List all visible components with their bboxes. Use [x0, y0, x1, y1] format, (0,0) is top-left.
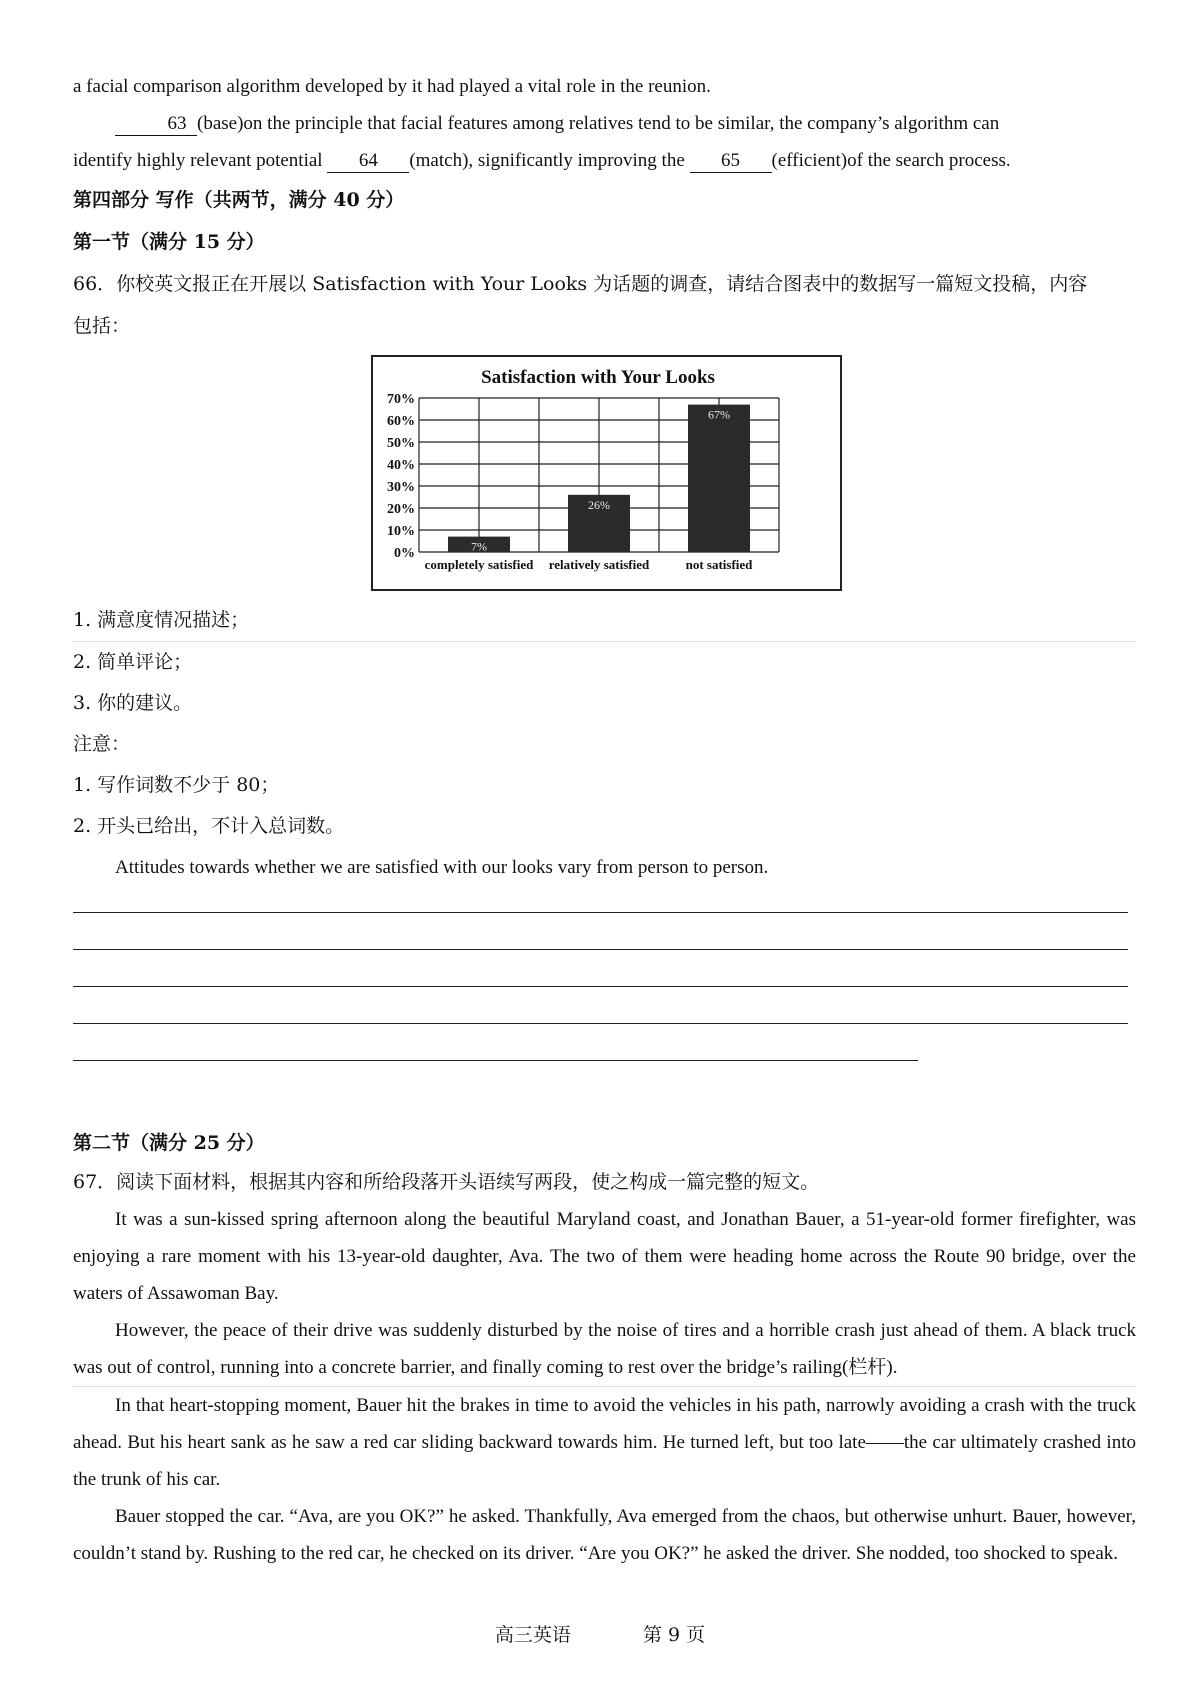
writing-line[interactable] [73, 912, 1128, 913]
x-tick-label: not satisfied [685, 557, 753, 572]
story-paragraph: Bauer stopped the car. “Ava, are you OK?” he asked. Thankfully, Ava emerged from the chaos, but otherwise unhurt. Bauer, however, couldn’t stand by. Rushing to the red car, he checked on its driver. “Are you OK?” he asked the driver. She nodded, too shocked to speak. [73, 1506, 1136, 1564]
story-paragraph: It was a sun-kissed spring afternoon along the beautiful Maryland coast, and Jonathan Bauer, a 51-year-old former firefighter, was enjoying a rare moment with his 13-year-old daughter, Ava. The two of them were heading home across the Route 90 bridge, over the waters of Assawoman Bay. [73, 1209, 1136, 1304]
note-1: 1. 写作词数不少于 80； [73, 774, 280, 796]
text-line: a facial comparison algorithm developed by it had played a vital role in the reunion. [73, 76, 711, 97]
y-tick-label: 60% [387, 414, 415, 429]
bar [688, 405, 750, 552]
blank-63-line [73, 105, 1136, 142]
given-start: Attitudes towards whether we are satisfied with our looks vary from person to person. [115, 857, 769, 878]
y-tick-label: 0% [394, 546, 415, 561]
blank-64[interactable]: 64 [327, 150, 409, 173]
story-paragraph: In that heart-stopping moment, Bauer hit the brakes in time to avoid the vehicles in his path, narrowly avoiding a crash with the truck ahead. But his heart sank as he saw a red car sliding backward towards him. He turned left, but too late——the car ultimately crashed into the trunk of his car. [73, 1395, 1136, 1490]
question-67: 67．阅读下面材料，根据其内容和所给段落开头语续写两段，使之构成一篇完整的短文。 [73, 1171, 820, 1193]
note-2: 2. 开头已给出，不计入总词数。 [73, 815, 345, 837]
text-line: (base)on the principle that facial features among relatives tend to be similar, the company’s algorithm can [197, 113, 1000, 134]
question-66: 66．你校英文报正在开展以 Satisfaction with Your Looks 为话题的调查，请结合图表中的数据写一篇短文投稿，内容 [73, 273, 1088, 295]
section-1-heading: 第一节（满分 15 分） [73, 231, 265, 253]
x-tick-label: completely satisfied [424, 557, 534, 572]
text-fragment: (match), significantly improving the [409, 150, 685, 171]
requirements [73, 600, 1136, 888]
blank-65[interactable]: 65 [690, 150, 772, 173]
text-fragment: identify highly relevant potential [73, 150, 323, 171]
writing-line[interactable] [73, 986, 1128, 987]
section-2 [73, 1122, 1136, 1572]
footer-subject: 高三英语 [494, 1624, 571, 1646]
y-tick-label: 30% [387, 480, 415, 495]
question-66-cont: 包括： [73, 315, 131, 337]
blanks-64-65-line [73, 142, 1136, 179]
part-heading: 第四部分 写作（共两节，满分 40 分） [73, 189, 405, 211]
chart-title: Satisfaction with Your Looks [481, 367, 715, 388]
y-tick-label: 10% [387, 524, 415, 539]
section-2-heading: 第二节（满分 25 分） [73, 1132, 265, 1154]
y-tick-label: 50% [387, 436, 415, 451]
y-tick-label: 70% [387, 392, 415, 407]
chart-svg [373, 357, 840, 589]
writing-line[interactable] [73, 1060, 918, 1061]
page-footer [0, 1620, 1200, 1647]
footer-page-number: 第 9 页 [642, 1624, 706, 1646]
requirement-1: 1. 满意度情况描述； [73, 600, 1136, 642]
satisfaction-chart [371, 355, 842, 591]
story-paragraph: However, the peace of their drive was suddenly disturbed by the noise of tires and a horrible crash just ahead of them. A black truck was out of control, running into a concrete barrier, and finally coming to rest over the bridge’s railing(栏杆). [73, 1312, 1136, 1387]
blank-63[interactable]: 63 [115, 113, 197, 136]
writing-line[interactable] [73, 1023, 1128, 1024]
text-fragment: (efficient)of the search process. [771, 150, 1011, 171]
data-label: 26% [588, 497, 610, 512]
writing-line[interactable] [73, 949, 1128, 950]
exam-page [73, 0, 1136, 347]
note-label: 注意： [73, 733, 131, 755]
requirement-2: 2. 简单评论； [73, 651, 193, 673]
data-label: 67% [708, 407, 730, 422]
requirement-3: 3. 你的建议。 [73, 692, 193, 714]
data-label: 7% [471, 539, 487, 554]
y-tick-label: 40% [387, 458, 415, 473]
x-tick-label: relatively satisfied [548, 557, 650, 572]
y-tick-label: 20% [387, 502, 415, 517]
